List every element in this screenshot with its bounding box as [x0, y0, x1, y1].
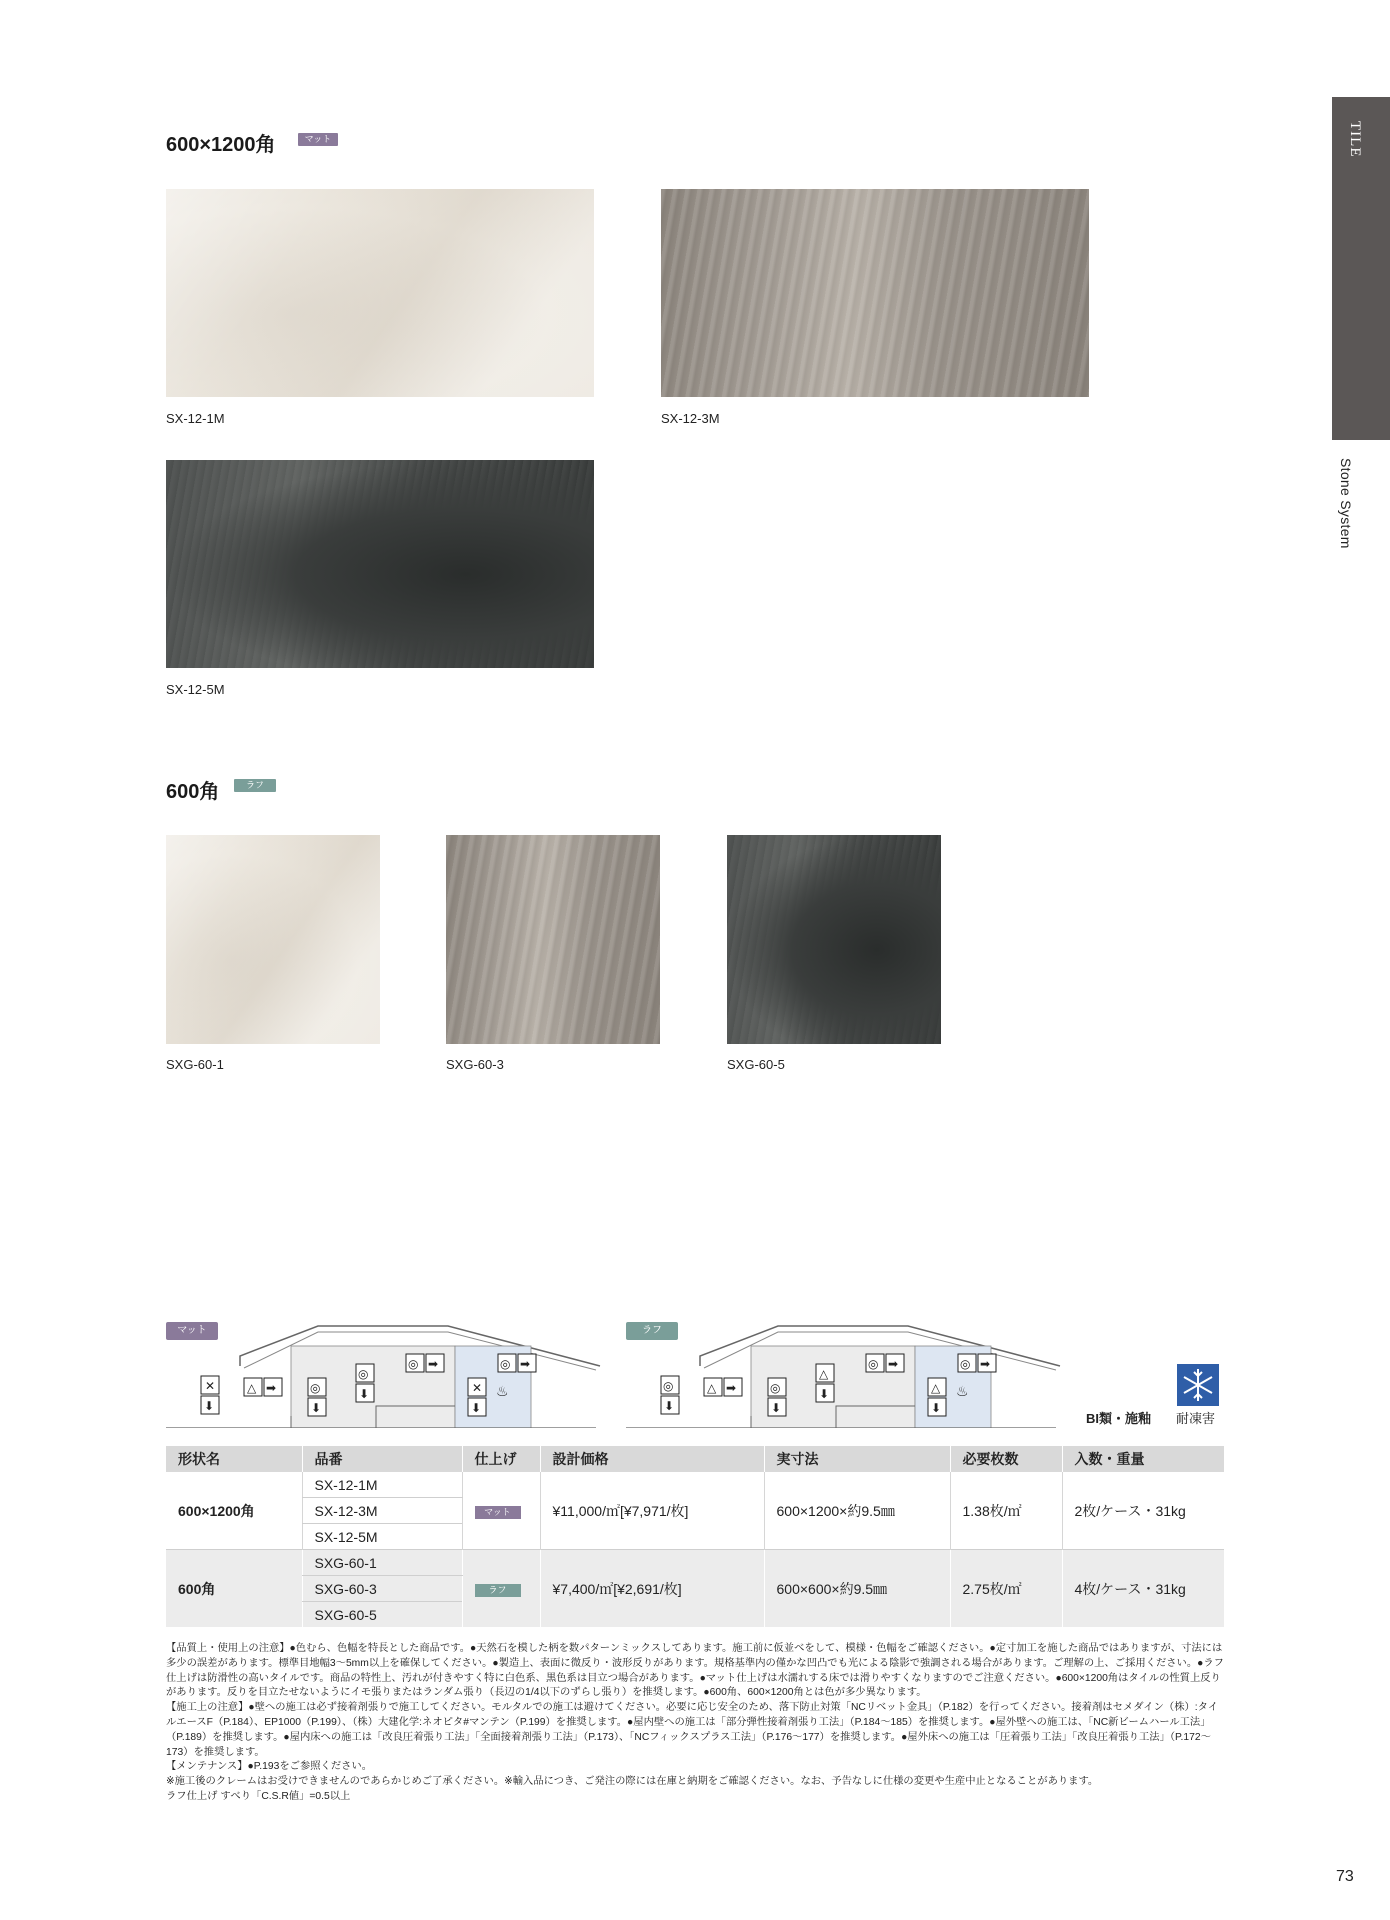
svg-text:⬇: ⬇ — [311, 1401, 322, 1415]
code-cell: SXG-60-3 — [302, 1576, 462, 1602]
tile-caption: SX-12-1M — [166, 411, 225, 426]
spec-table — [166, 1446, 1224, 1627]
tile-caption: SX-12-3M — [661, 411, 720, 426]
svg-text:➡: ➡ — [726, 1381, 737, 1395]
tile-caption: SXG-60-5 — [727, 1057, 785, 1072]
svg-text:➡: ➡ — [266, 1381, 277, 1395]
svg-text:△: △ — [931, 1381, 941, 1395]
svg-text:◎: ◎ — [663, 1379, 674, 1393]
svg-text:△: △ — [819, 1367, 829, 1381]
required-cell: 1.38枚/㎡ — [950, 1472, 1062, 1550]
frost-resistance-label: 耐凍害 — [1176, 1411, 1216, 1426]
tile-image-sxg-60-1 — [166, 835, 380, 1044]
svg-text:◎: ◎ — [408, 1357, 419, 1371]
svg-text:✕: ✕ — [472, 1381, 483, 1395]
svg-text:⬇: ⬇ — [359, 1387, 370, 1401]
house-diagram-matte — [166, 1316, 606, 1428]
svg-text:➡: ➡ — [888, 1357, 899, 1371]
note-quality: 【品質上・使用上の注意】●色むら、色幅を特長とした商品です。●天然石を模した柄を数パターンミックスしてあります。施工前に仮並べをして、模様・色幅をご確認ください。●定寸加工を施した商品ではありますが、寸法には多少の誤差があります。標準目地幅3～5mm以上を確保してください。●製造上、表面に微反り・波形反りがあります。規格基準内の僅かな凹凸でも光による陰影で強調される場合があります。ご理解の上、ご採用ください。●ラフ仕上げは防滑性の高いタイルです。商品の特性上、汚れが付きやすく特に白色系、黒色系は目立つ場合があります。●マット仕上げは水濡れする床では滑りやすくなりますのでご注意ください。●600×1200角はタイルの性質上反りがあります。反りを目立たせないようにイモ張りまたはランダム張り（長辺の1/4以下のずらし張り）を推奨します。●600角、600×1200角とは色が多少異なります。 — [166, 1643, 1224, 1699]
section1-title: 600×1200角 — [166, 134, 276, 156]
tile-caption: SXG-60-3 — [446, 1057, 504, 1072]
finish-cell — [462, 1550, 540, 1628]
svg-text:⬇: ⬇ — [204, 1399, 215, 1413]
svg-text:➡: ➡ — [520, 1357, 531, 1371]
tile-caption: SX-12-5M — [166, 682, 225, 697]
code-cell: SX-12-1M — [302, 1472, 462, 1498]
side-tab — [1332, 97, 1390, 440]
notes-block — [166, 1642, 1226, 1805]
svg-text:⬇: ⬇ — [471, 1401, 482, 1415]
svg-text:⬇: ⬇ — [931, 1401, 942, 1415]
section2-rough-tag: ラフ — [234, 779, 276, 792]
header-price: 設計価格 — [540, 1446, 764, 1472]
svg-text:⬇: ⬇ — [771, 1401, 782, 1415]
svg-text:➡: ➡ — [980, 1357, 991, 1371]
note-csr: ラフ仕上げ すべり「C.S.R値」=0.5以上 — [166, 1790, 351, 1802]
tile-image-sx-12-3m — [661, 189, 1089, 397]
packing-cell: 4枚/ケース・31kg — [1062, 1550, 1224, 1628]
note-disclaimer: ※施工後のクレームはお受けできませんのであらかじめご了承ください。※輸入品につき、ご発注の際には在庫と納期をご確認ください。なお、予告なしに仕様の変更や生産中止となることがあります。 — [166, 1776, 1099, 1788]
svg-text:♨: ♨ — [496, 1384, 509, 1400]
header-finish: 仕上げ — [462, 1446, 540, 1472]
shape-cell: 600×1200角 — [166, 1472, 302, 1550]
finish-cell — [462, 1472, 540, 1550]
size-cell: 600×600×約9.5㎜ — [764, 1550, 950, 1628]
packing-cell: 2枚/ケース・31kg — [1062, 1472, 1224, 1550]
tile-image-sx-12-5m — [166, 460, 594, 668]
header-code: 品番 — [302, 1446, 462, 1472]
svg-text:✕: ✕ — [205, 1379, 216, 1393]
finish-matte-tag: マット — [475, 1506, 521, 1519]
note-installation: 【施工上の注意】●壁への施工は必ず接着剤張りで施工してください。モルタルでの施工は避けてください。必要に応じ安全のため、落下防止対策「NCリベット金具」（P.182）を行ってください。接着剤はセメダイン（株）:タイルエースF（P.184）、EP1000（P.199）、（株）大建化学:ネオピタ#マンテン（P.199）を推奨します。●屋内壁への施工は「部分弾性接着剤張り工法」（P.184～185）を推奨します。●屋外壁への施工は、「NC新ビームハール工法」（P.189）を推奨します。●屋内床への施工は「改良圧着張り工法」「全面接着剤張り工法」（P.173）、「NCフィックスプラス工法」（P.176～177）を推奨します。●屋外床への施工は「圧着張り工法」「改良圧着張り工法」（P.172～173）を推奨します。 — [166, 1702, 1219, 1758]
note-maintenance: 【メンテナンス】●P.193をご参照ください。 — [166, 1761, 373, 1773]
side-subtitle: Stone System — [1338, 458, 1354, 549]
svg-text:◎: ◎ — [358, 1367, 369, 1381]
svg-text:△: △ — [247, 1381, 257, 1395]
svg-text:➡: ➡ — [428, 1357, 439, 1371]
tile-image-sxg-60-5 — [727, 835, 941, 1044]
svg-text:⬇: ⬇ — [664, 1399, 675, 1413]
tile-image-sxg-60-3 — [446, 835, 660, 1044]
size-cell: 600×1200×約9.5㎜ — [764, 1472, 950, 1550]
code-cell: SX-12-5M — [302, 1524, 462, 1550]
page-number: 73 — [1336, 1868, 1354, 1885]
side-tab-label: TILE — [1347, 121, 1363, 158]
svg-text:△: △ — [707, 1381, 717, 1395]
shape-cell: 600角 — [166, 1550, 302, 1628]
svg-text:◎: ◎ — [500, 1357, 511, 1371]
code-cell: SXG-60-5 — [302, 1602, 462, 1628]
header-shape: 形状名 — [166, 1446, 302, 1472]
svg-text:◎: ◎ — [868, 1357, 879, 1371]
section2-title: 600角 — [166, 781, 220, 803]
svg-text:◎: ◎ — [770, 1381, 781, 1395]
diagram-rough-label: ラフ — [626, 1322, 678, 1340]
table-row — [166, 1550, 1224, 1576]
svg-text:◎: ◎ — [310, 1381, 321, 1395]
table-row — [166, 1472, 1224, 1498]
finish-rough-tag: ラフ — [475, 1584, 521, 1597]
code-cell: SX-12-3M — [302, 1498, 462, 1524]
snowflake-icon — [1177, 1364, 1219, 1406]
svg-text:⬇: ⬇ — [819, 1387, 830, 1401]
bi-class-label: BI類・施釉 — [1086, 1411, 1152, 1426]
tile-caption: SXG-60-1 — [166, 1057, 224, 1072]
diagram-matte-label: マット — [166, 1322, 218, 1340]
code-cell: SXG-60-1 — [302, 1550, 462, 1576]
price-cell: ¥7,400/㎡[¥2,691/枚] — [540, 1550, 764, 1628]
header-size: 実寸法 — [764, 1446, 950, 1472]
tile-image-sx-12-1m — [166, 189, 594, 397]
required-cell: 2.75枚/㎡ — [950, 1550, 1062, 1628]
svg-text:◎: ◎ — [960, 1357, 971, 1371]
house-diagram-rough — [626, 1316, 1066, 1428]
header-required: 必要枚数 — [950, 1446, 1062, 1472]
table-header-row — [166, 1446, 1224, 1472]
svg-text:♨: ♨ — [956, 1384, 969, 1400]
section1-matte-tag: マット — [298, 133, 338, 146]
header-packing: 入数・重量 — [1062, 1446, 1224, 1472]
price-cell: ¥11,000/㎡[¥7,971/枚] — [540, 1472, 764, 1550]
